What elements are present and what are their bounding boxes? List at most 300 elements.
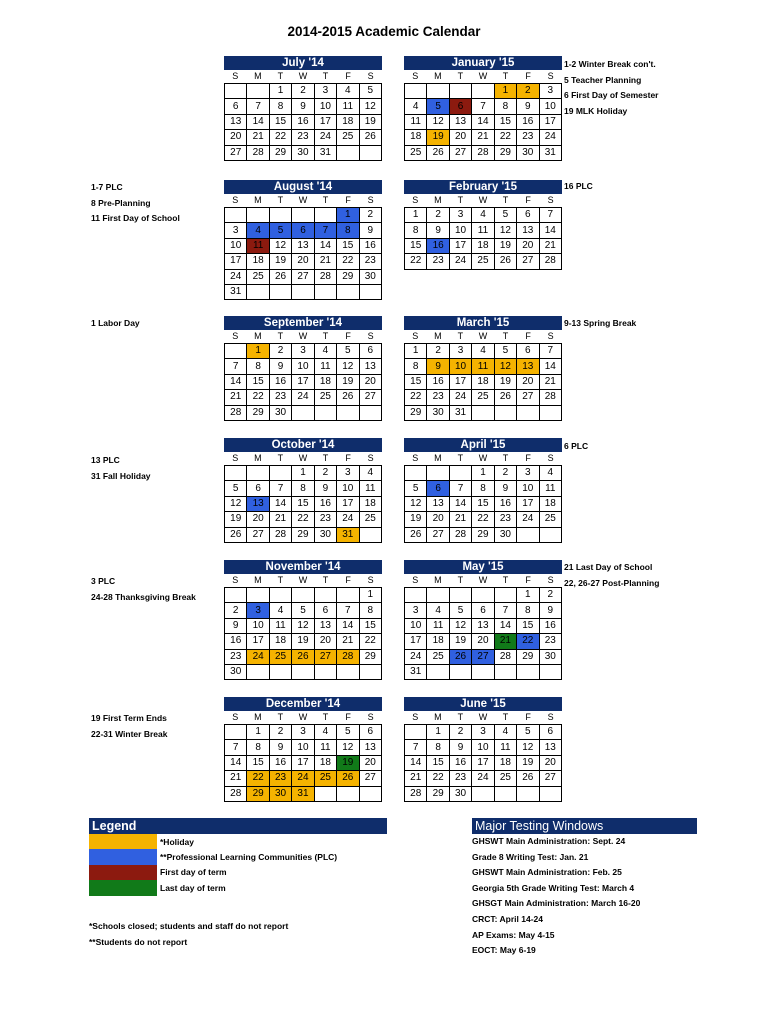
- day-cell: 11: [539, 481, 561, 496]
- weekday-label: M: [434, 195, 442, 205]
- day-cell: 18: [337, 114, 359, 129]
- day-cell: 10: [292, 740, 314, 755]
- day-cell: 23: [359, 254, 381, 269]
- day-cell: 14: [225, 755, 247, 770]
- week-row: [225, 84, 382, 99]
- month-grid: [404, 83, 562, 161]
- day-cell: 16: [269, 755, 291, 770]
- weekday-label: F: [345, 195, 351, 205]
- empty-day-cell: [247, 284, 269, 299]
- month-notes: [564, 316, 636, 332]
- day-cell: 5: [269, 223, 291, 238]
- weekday-label: S: [232, 712, 239, 722]
- day-cell: 21: [494, 634, 516, 649]
- month-grid: [404, 207, 562, 270]
- day-cell: 19: [405, 512, 427, 527]
- weekday-label: S: [412, 331, 419, 341]
- empty-day-cell: [359, 664, 381, 679]
- legend-label: Last day of term: [160, 882, 226, 893]
- day-cell: 18: [472, 238, 494, 253]
- day-cell: 29: [359, 649, 381, 664]
- day-cell: 29: [247, 405, 269, 420]
- day-cell: 2: [517, 84, 539, 99]
- week-row: [225, 512, 382, 527]
- day-cell: 2: [427, 344, 449, 359]
- day-cell: 7: [314, 223, 336, 238]
- day-cell: 23: [517, 130, 539, 145]
- weekday-label: W: [478, 331, 488, 341]
- empty-day-cell: [494, 588, 516, 603]
- day-cell: 28: [494, 649, 516, 664]
- week-row: [225, 649, 382, 664]
- empty-day-cell: [494, 664, 516, 679]
- weekday-label: T: [277, 453, 284, 463]
- day-cell: 13: [292, 238, 314, 253]
- week-row: [225, 786, 382, 801]
- empty-day-cell: [449, 588, 471, 603]
- day-cell: 2: [494, 466, 516, 481]
- day-cell: 5: [427, 99, 449, 114]
- day-cell: 10: [517, 481, 539, 496]
- day-cell: 5: [337, 725, 359, 740]
- day-cell: 2: [269, 725, 291, 740]
- day-cell: 7: [225, 359, 247, 374]
- day-cell: 6: [359, 344, 381, 359]
- day-cell: 4: [359, 466, 381, 481]
- day-cell: 1: [405, 208, 427, 223]
- day-cell: 11: [427, 618, 449, 633]
- day-cell: 1: [405, 344, 427, 359]
- day-cell: 29: [517, 649, 539, 664]
- day-cell: 23: [494, 512, 516, 527]
- weekday-label: F: [525, 195, 531, 205]
- empty-day-cell: [269, 588, 291, 603]
- day-cell: 14: [539, 223, 561, 238]
- month-notes: [564, 439, 588, 455]
- day-cell: 13: [314, 618, 336, 633]
- weekday-header: [224, 711, 382, 724]
- month-notes: [91, 180, 180, 227]
- weekday-label: W: [298, 712, 308, 722]
- day-cell: 3: [405, 603, 427, 618]
- day-cell: 6: [359, 725, 381, 740]
- day-cell: 26: [494, 254, 516, 269]
- day-cell: 18: [359, 496, 381, 511]
- month-calendar: [404, 697, 562, 802]
- month-notes: [564, 57, 658, 119]
- day-cell: 28: [247, 145, 269, 160]
- empty-day-cell: [359, 405, 381, 420]
- weekday-label: S: [367, 453, 374, 463]
- day-cell: 1: [247, 725, 269, 740]
- day-cell: 23: [427, 254, 449, 269]
- legend-swatch-first-day: [89, 865, 157, 880]
- week-row: [405, 405, 562, 420]
- note-line: 16 PLC: [564, 181, 593, 191]
- day-cell: 29: [247, 786, 269, 801]
- day-cell: 30: [359, 269, 381, 284]
- week-row: [225, 771, 382, 786]
- legend-label: **Professional Learning Communities (PLC): [160, 852, 338, 863]
- note-line: 22, 26-27 Post-Planning: [564, 577, 660, 588]
- day-cell: 18: [269, 634, 291, 649]
- month-header: October '14: [224, 438, 382, 452]
- empty-day-cell: [359, 527, 381, 542]
- weekday-header: [404, 330, 562, 343]
- day-cell: 25: [539, 512, 561, 527]
- empty-day-cell: [225, 344, 247, 359]
- legend-item: [89, 849, 387, 864]
- empty-day-cell: [359, 145, 381, 160]
- day-cell: 22: [247, 771, 269, 786]
- note-line: 22-31 Winter Break: [91, 728, 168, 739]
- day-cell: 14: [269, 496, 291, 511]
- month-header: January '15: [404, 56, 562, 70]
- week-row: [405, 786, 562, 801]
- day-cell: 31: [292, 786, 314, 801]
- testing-item: CRCT: April 14-24: [472, 913, 544, 924]
- day-cell: 21: [539, 238, 561, 253]
- weekday-label: T: [502, 71, 509, 81]
- day-cell: 24: [517, 512, 539, 527]
- day-cell: 28: [539, 390, 561, 405]
- weekday-label: T: [457, 575, 464, 585]
- empty-day-cell: [337, 284, 359, 299]
- day-cell: 9: [427, 359, 449, 374]
- month-notes: [564, 179, 593, 195]
- week-row: [225, 254, 382, 269]
- day-cell: 6: [225, 99, 247, 114]
- weekday-label: S: [232, 575, 239, 585]
- day-cell: 4: [427, 603, 449, 618]
- weekday-label: S: [367, 712, 374, 722]
- day-cell: 20: [314, 634, 336, 649]
- weekday-label: M: [434, 453, 442, 463]
- week-row: [405, 740, 562, 755]
- day-cell: 12: [359, 99, 381, 114]
- day-cell: 11: [314, 359, 336, 374]
- weekday-label: F: [345, 71, 351, 81]
- day-cell: 24: [292, 771, 314, 786]
- day-cell: 20: [427, 512, 449, 527]
- day-cell: 25: [494, 771, 516, 786]
- day-cell: 25: [472, 390, 494, 405]
- day-cell: 1: [269, 84, 291, 99]
- month-grid: [404, 343, 562, 421]
- weekday-label: T: [322, 71, 329, 81]
- weekday-label: F: [345, 575, 351, 585]
- day-cell: 9: [494, 481, 516, 496]
- day-cell: 20: [359, 374, 381, 389]
- day-cell: 7: [247, 99, 269, 114]
- empty-day-cell: [247, 208, 269, 223]
- empty-day-cell: [539, 664, 561, 679]
- weekday-label: S: [547, 712, 554, 722]
- day-cell: 12: [427, 114, 449, 129]
- empty-day-cell: [405, 84, 427, 99]
- month-calendar: [224, 180, 382, 300]
- day-cell: 29: [405, 405, 427, 420]
- weekday-label: S: [232, 71, 239, 81]
- month-calendar: [224, 56, 382, 161]
- day-cell: 17: [337, 496, 359, 511]
- day-cell: 17: [292, 755, 314, 770]
- note-line: 1-2 Winter Break con't.: [564, 59, 656, 69]
- legend-swatch-holiday: [89, 834, 157, 849]
- day-cell: 16: [269, 374, 291, 389]
- weekday-label: T: [502, 712, 509, 722]
- legend-label: First day of term: [160, 867, 227, 878]
- month-header: December '14: [224, 697, 382, 711]
- month-calendar: [404, 316, 562, 421]
- day-cell: 13: [517, 359, 539, 374]
- weekday-label: W: [298, 195, 308, 205]
- testing-item: GHSWT Main Administration: Feb. 25: [472, 867, 622, 878]
- day-cell: 5: [405, 481, 427, 496]
- empty-day-cell: [517, 527, 539, 542]
- empty-day-cell: [337, 786, 359, 801]
- week-row: [405, 130, 562, 145]
- day-cell: 17: [539, 114, 561, 129]
- weekday-label: T: [322, 195, 329, 205]
- day-cell: 20: [225, 130, 247, 145]
- day-cell: 16: [427, 374, 449, 389]
- day-cell: 10: [405, 618, 427, 633]
- weekday-label: M: [254, 453, 262, 463]
- day-cell: 4: [405, 99, 427, 114]
- day-cell: 8: [405, 359, 427, 374]
- day-cell: 1: [292, 466, 314, 481]
- day-cell: 13: [517, 223, 539, 238]
- day-cell: 15: [337, 238, 359, 253]
- day-cell: 14: [449, 496, 471, 511]
- footnote-closed: *Schools closed; students and staff do not report: [89, 920, 289, 931]
- legend-swatch-last-day: [89, 880, 157, 895]
- day-cell: 26: [517, 771, 539, 786]
- day-cell: 15: [269, 114, 291, 129]
- day-cell: 12: [269, 238, 291, 253]
- day-cell: 7: [472, 99, 494, 114]
- day-cell: 24: [292, 390, 314, 405]
- month-notes: [91, 453, 151, 484]
- day-cell: 24: [337, 512, 359, 527]
- note-line: 8 Pre-Planning: [91, 197, 151, 208]
- day-cell: 8: [247, 359, 269, 374]
- day-cell: 7: [225, 740, 247, 755]
- day-cell: 2: [225, 603, 247, 618]
- day-cell: 25: [314, 771, 336, 786]
- day-cell: 12: [225, 496, 247, 511]
- weekday-label: T: [457, 195, 464, 205]
- week-row: [225, 344, 382, 359]
- empty-day-cell: [405, 725, 427, 740]
- month-grid: [224, 83, 382, 161]
- weekday-label: M: [434, 331, 442, 341]
- day-cell: 15: [292, 496, 314, 511]
- day-cell: 11: [269, 618, 291, 633]
- week-row: [225, 390, 382, 405]
- weekday-label: S: [367, 575, 374, 585]
- day-cell: 17: [449, 374, 471, 389]
- day-cell: 16: [314, 496, 336, 511]
- day-cell: 9: [269, 740, 291, 755]
- day-cell: 25: [247, 269, 269, 284]
- day-cell: 15: [405, 374, 427, 389]
- day-cell: 6: [517, 344, 539, 359]
- weekday-label: T: [457, 71, 464, 81]
- day-cell: 28: [337, 649, 359, 664]
- day-cell: 22: [269, 130, 291, 145]
- day-cell: 27: [517, 390, 539, 405]
- note-line: 13 PLC: [91, 455, 120, 465]
- day-cell: 4: [314, 725, 336, 740]
- weekday-header: [404, 452, 562, 465]
- day-cell: 18: [314, 374, 336, 389]
- day-cell: 3: [472, 725, 494, 740]
- day-cell: 7: [405, 740, 427, 755]
- empty-day-cell: [225, 588, 247, 603]
- empty-day-cell: [494, 405, 516, 420]
- day-cell: 16: [494, 496, 516, 511]
- month-grid: [224, 587, 382, 680]
- day-cell: 27: [472, 649, 494, 664]
- legend-item: [89, 865, 387, 880]
- day-cell: 8: [517, 603, 539, 618]
- day-cell: 22: [359, 634, 381, 649]
- month-header: July '14: [224, 56, 382, 70]
- empty-day-cell: [292, 284, 314, 299]
- weekday-label: W: [298, 71, 308, 81]
- day-cell: 7: [494, 603, 516, 618]
- weekday-label: M: [254, 712, 262, 722]
- day-cell: 29: [472, 527, 494, 542]
- day-cell: 23: [269, 390, 291, 405]
- month-header: May '15: [404, 560, 562, 574]
- day-cell: 19: [337, 374, 359, 389]
- weekday-label: T: [322, 453, 329, 463]
- day-cell: 22: [405, 254, 427, 269]
- weekday-header: [404, 711, 562, 724]
- note-line: 19 MLK Holiday: [564, 105, 628, 116]
- weekday-label: M: [434, 712, 442, 722]
- note-line: 24-28 Thanksgiving Break: [91, 591, 196, 602]
- empty-day-cell: [247, 664, 269, 679]
- day-cell: 3: [225, 223, 247, 238]
- week-row: [225, 145, 382, 160]
- page-title: 2014-2015 Academic Calendar: [287, 24, 481, 39]
- day-cell: 3: [247, 603, 269, 618]
- day-cell: 7: [449, 481, 471, 496]
- day-cell: 21: [225, 771, 247, 786]
- week-row: [225, 618, 382, 633]
- empty-day-cell: [225, 84, 247, 99]
- day-cell: 12: [337, 359, 359, 374]
- day-cell: 6: [314, 603, 336, 618]
- day-cell: 20: [292, 254, 314, 269]
- day-cell: 26: [225, 527, 247, 542]
- weekday-label: F: [525, 575, 531, 585]
- day-cell: 8: [292, 481, 314, 496]
- week-row: [405, 238, 562, 253]
- day-cell: 19: [359, 114, 381, 129]
- day-cell: 5: [517, 725, 539, 740]
- day-cell: 25: [359, 512, 381, 527]
- note-line: 5 Teacher Planning: [564, 74, 642, 85]
- day-cell: 15: [247, 374, 269, 389]
- day-cell: 19: [427, 130, 449, 145]
- note-line: 31 Fall Holiday: [91, 470, 151, 481]
- weekday-label: F: [525, 712, 531, 722]
- day-cell: 6: [517, 208, 539, 223]
- week-row: [405, 481, 562, 496]
- day-cell: 4: [472, 208, 494, 223]
- weekday-label: F: [525, 453, 531, 463]
- empty-day-cell: [494, 786, 516, 801]
- day-cell: 23: [449, 771, 471, 786]
- day-cell: 20: [359, 755, 381, 770]
- day-cell: 5: [494, 208, 516, 223]
- day-cell: 9: [359, 223, 381, 238]
- testing-item: Georgia 5th Grade Writing Test: March 4: [472, 882, 635, 893]
- weekday-label: T: [322, 712, 329, 722]
- empty-day-cell: [314, 208, 336, 223]
- day-cell: 27: [314, 649, 336, 664]
- day-cell: 27: [539, 771, 561, 786]
- month-notes: [91, 711, 167, 742]
- day-cell: 14: [225, 374, 247, 389]
- empty-day-cell: [314, 786, 336, 801]
- day-cell: 28: [449, 527, 471, 542]
- empty-day-cell: [247, 588, 269, 603]
- day-cell: 22: [517, 634, 539, 649]
- day-cell: 12: [494, 223, 516, 238]
- weekday-label: W: [298, 453, 308, 463]
- day-cell: 2: [359, 208, 381, 223]
- day-cell: 3: [539, 84, 561, 99]
- day-cell: 18: [494, 755, 516, 770]
- week-row: [405, 771, 562, 786]
- day-cell: 8: [247, 740, 269, 755]
- empty-day-cell: [337, 664, 359, 679]
- empty-day-cell: [449, 84, 471, 99]
- day-cell: 28: [314, 269, 336, 284]
- day-cell: 12: [337, 740, 359, 755]
- weekday-label: T: [457, 712, 464, 722]
- legend-item: [89, 880, 387, 895]
- weekday-label: S: [412, 712, 419, 722]
- day-cell: 15: [472, 496, 494, 511]
- weekday-label: T: [457, 453, 464, 463]
- day-cell: 13: [247, 496, 269, 511]
- day-cell: 13: [539, 740, 561, 755]
- day-cell: 13: [427, 496, 449, 511]
- day-cell: 3: [292, 725, 314, 740]
- day-cell: 20: [517, 374, 539, 389]
- day-cell: 6: [449, 99, 471, 114]
- day-cell: 30: [269, 786, 291, 801]
- day-cell: 22: [427, 771, 449, 786]
- empty-day-cell: [314, 284, 336, 299]
- day-cell: 11: [359, 481, 381, 496]
- empty-day-cell: [472, 84, 494, 99]
- month-calendar: [404, 560, 562, 680]
- month-notes: [91, 316, 140, 332]
- day-cell: 7: [269, 481, 291, 496]
- day-cell: 22: [247, 390, 269, 405]
- empty-day-cell: [539, 527, 561, 542]
- day-cell: 24: [539, 130, 561, 145]
- day-cell: 19: [292, 634, 314, 649]
